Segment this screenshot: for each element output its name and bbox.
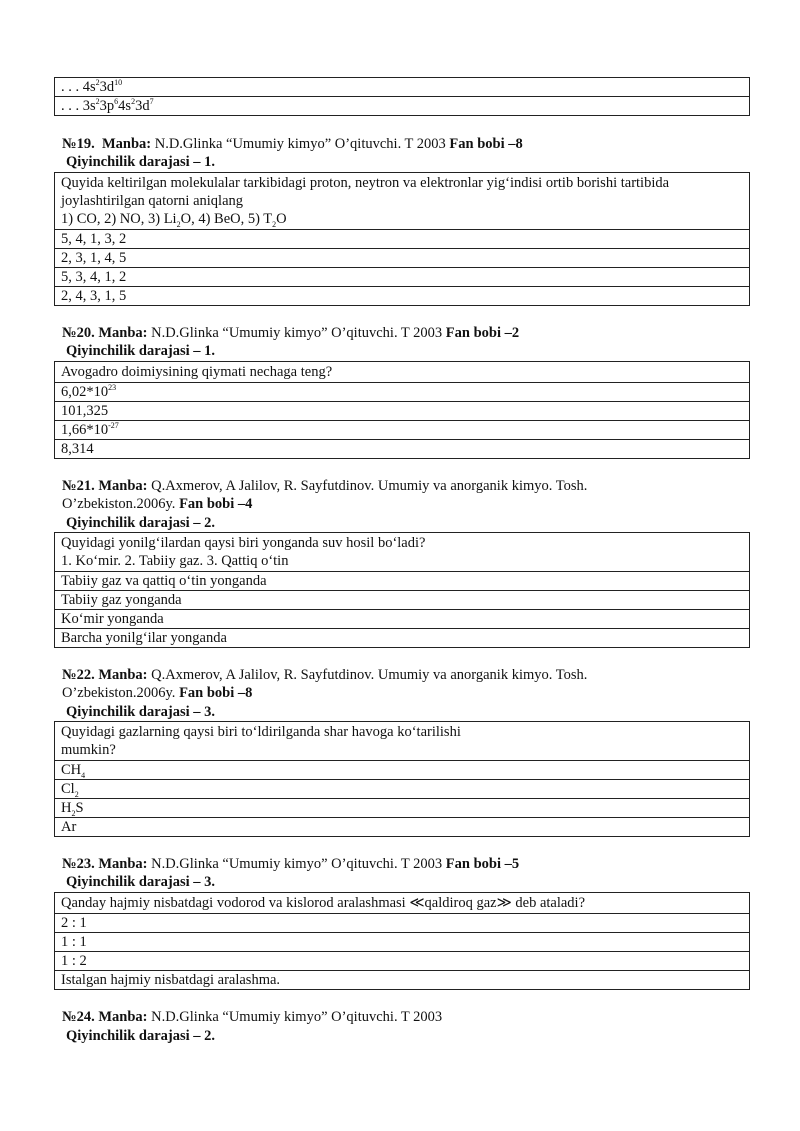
- source-label: Manba:: [101, 136, 152, 152]
- answer-row: 1 : 1: [55, 932, 749, 951]
- chapter-label: Fan bobi –2: [445, 325, 520, 341]
- answer-row: Tabiiy gaz yonganda: [55, 590, 749, 609]
- answer-text: 3p: [99, 98, 115, 114]
- chapter-label: Fan bobi –8: [179, 685, 253, 701]
- answer-row: [55, 798, 749, 817]
- question-table-23: [54, 892, 750, 990]
- question-formula: [61, 210, 743, 228]
- source-text: N.D.Glinka “Umumiy kimyo” O’qituvchi. T 2003: [151, 1009, 443, 1025]
- subscript: 2: [71, 808, 76, 818]
- answer-row: 1 : 2: [55, 951, 749, 970]
- difficulty-level: Qiyinchilik darajasi – 2.: [66, 1028, 216, 1044]
- formula-text: 1) CO, 2) NO, 3) Li: [61, 211, 177, 227]
- formula-text: O: [276, 211, 287, 227]
- question-text: mumkin?: [61, 742, 116, 758]
- source-text: Q.Axmerov, A Jalilov, R. Sayfutdinov. Umumiy va anorganik kimyo. Tosh.: [151, 478, 588, 494]
- question-header-19: [62, 135, 523, 153]
- superscript: -27: [108, 421, 119, 431]
- superscript: 2: [95, 97, 100, 107]
- source-label: Manba:: [98, 1009, 148, 1025]
- question-cell: [55, 173, 749, 229]
- chapter-label: Fan bobi –5: [445, 856, 520, 872]
- question-number: №22.: [62, 667, 95, 683]
- difficulty-level: Qiyinchilik darajasi – 2.: [66, 515, 216, 531]
- answer-row: Ko‘mir yonganda: [55, 609, 749, 628]
- source-label: Manba:: [98, 478, 148, 494]
- chapter-label: Fan bobi –8: [449, 136, 523, 152]
- question-text: joylashtirilgan qatorni aniqlang: [61, 193, 244, 209]
- answer-row: [55, 779, 749, 798]
- question-text: 1. Ko‘mir. 2. Tabiiy gaz. 3. Qattiq o‘tin: [61, 553, 289, 569]
- answer-row: 2 : 1: [55, 913, 749, 932]
- chapter-label: Fan bobi –4: [179, 496, 253, 512]
- question-header-22: [62, 666, 587, 702]
- difficulty-level: Qiyinchilik darajasi – 1.: [66, 154, 216, 170]
- question-table-19: [54, 172, 750, 306]
- question-text: Quyida keltirilgan molekulalar tarkibidagi proton, neytron va elektronlar yig‘indisi ortib borishi tartibida: [61, 175, 670, 191]
- answer-text: CH: [61, 762, 82, 778]
- answer-text: . . . 4s: [61, 79, 96, 95]
- difficulty-level: Qiyinchilik darajasi – 3.: [66, 874, 216, 890]
- answer-row: [55, 382, 749, 401]
- answer-text: 6,02*10: [61, 384, 109, 400]
- answer-row: Istalgan hajmiy nisbatdagi aralashma.: [55, 970, 749, 989]
- answer-text: 1,66*10: [61, 422, 109, 438]
- subscript: 2: [176, 219, 181, 229]
- answer-table-q18: [54, 77, 750, 116]
- source-text: N.D.Glinka “Umumiy kimyo” O’qituvchi. T 2003: [151, 856, 443, 872]
- answer-row: 101,325: [55, 401, 749, 420]
- question-cell: Qanday hajmiy nisbatdagi vodorod va kislorod aralashmasi ≪qaldiroq gaz≫ deb ataladi?: [61, 895, 586, 911]
- source-label: Manba:: [98, 325, 148, 341]
- question-cell: [55, 533, 749, 571]
- source-text: N.D.Glinka “Umumiy kimyo” O’qituvchi. T 2003: [151, 325, 443, 341]
- superscript: 2: [95, 78, 100, 88]
- answer-row: 2, 3, 1, 4, 5: [55, 248, 749, 267]
- question-number: №21.: [62, 478, 95, 494]
- superscript: 6: [114, 97, 119, 107]
- source-text: O’zbekiston.2006y.: [62, 685, 176, 701]
- question-number: №19.: [62, 136, 95, 152]
- question-header-24: [62, 1008, 442, 1026]
- answer-row: [55, 760, 749, 779]
- answer-row: 5, 3, 4, 1, 2: [55, 267, 749, 286]
- superscript: 10: [114, 78, 123, 88]
- superscript: 7: [149, 97, 154, 107]
- answer-row: 2, 4, 3, 1, 5: [55, 286, 749, 305]
- question-number: №24.: [62, 1009, 95, 1025]
- answer-row: 5, 4, 1, 3, 2: [55, 229, 749, 248]
- question-number: №23.: [62, 856, 95, 872]
- source-label: Manba:: [98, 667, 148, 683]
- source-text: O’zbekiston.2006y.: [62, 496, 176, 512]
- answer-text: Cl: [61, 781, 75, 797]
- answer-text: 3d: [135, 98, 150, 114]
- answer-text: . . . 3s: [61, 98, 96, 114]
- subscript: 2: [272, 219, 277, 229]
- source-text: Q.Axmerov, A Jalilov, R. Sayfutdinov. Umumiy va anorganik kimyo. Tosh.: [151, 667, 588, 683]
- question-text: Quyidagi gazlarning qaysi biri to‘ldirilganda shar havoga ko‘tarilishi: [61, 724, 461, 740]
- question-header-23: [62, 855, 519, 873]
- superscript: 2: [131, 97, 136, 107]
- answer-text: 4s: [118, 98, 132, 114]
- superscript: 23: [108, 383, 117, 393]
- question-table-21: [54, 532, 750, 648]
- question-table-22: [54, 721, 750, 837]
- answer-row: [55, 96, 749, 115]
- question-table-20: [54, 361, 750, 459]
- answer-text: S: [75, 800, 84, 816]
- difficulty-level: Qiyinchilik darajasi – 3.: [66, 704, 216, 720]
- formula-text: O, 4) BeO, 5) T: [180, 211, 273, 227]
- answer-row: [55, 78, 749, 96]
- answer-row: Tabiiy gaz va qattiq o‘tin yonganda: [55, 571, 749, 590]
- question-header-20: [62, 324, 519, 342]
- question-text: Quyidagi yonilg‘ilardan qaysi biri yonganda suv hosil bo‘ladi?: [61, 535, 426, 551]
- source-label: Manba:: [98, 856, 148, 872]
- question-cell: Avogadro doimiysining qiymati nechaga teng?: [61, 364, 333, 380]
- source-text: N.D.Glinka “Umumiy kimyo” O’qituvchi. T 2003: [154, 136, 446, 152]
- answer-row: Ar: [55, 817, 749, 836]
- difficulty-level: Qiyinchilik darajasi – 1.: [66, 343, 216, 359]
- answer-text: 3d: [99, 79, 115, 95]
- answer-row: [55, 420, 749, 439]
- subscript: 2: [74, 789, 79, 799]
- question-cell: [55, 722, 749, 760]
- question-header-21: [62, 477, 587, 513]
- answer-text: H: [61, 800, 72, 816]
- answer-row: Barcha yonilg‘ilar yonganda: [55, 628, 749, 647]
- subscript: 4: [81, 770, 86, 780]
- question-number: №20.: [62, 325, 95, 341]
- answer-row: 8,314: [55, 439, 749, 458]
